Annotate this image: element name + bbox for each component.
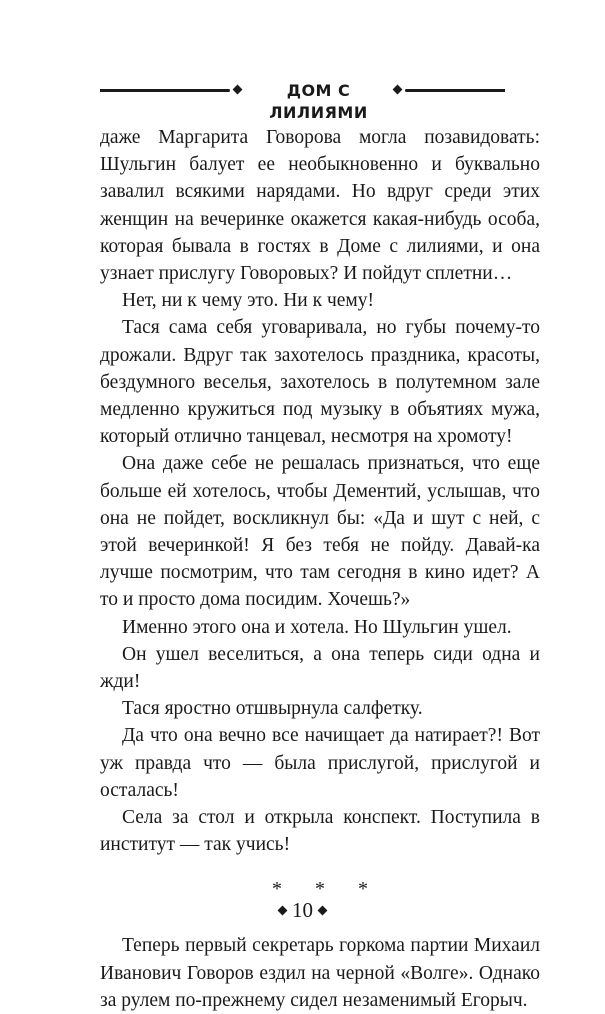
diamond-ornament-icon: [318, 905, 328, 915]
header-rule-left: [100, 89, 230, 92]
paragraph: Села за стол и открыла конспект. Поступила в институт — так учись!: [100, 807, 540, 856]
paragraph: Нет, ни к чему это. Ни к чему!: [122, 290, 374, 312]
paragraph: Тася сама себя уговаривала, но губы почему-то дрожали. Вдруг так захотелось праздника, красоты, бездумного веселья, захотелось в полутемном зале медленно кружиться под музыку в объятиях мужа, который отлично танцевал, несмотря на хромоту!: [100, 317, 540, 448]
page-number-footer: [0, 898, 605, 922]
header-rule-right: [405, 89, 505, 92]
body-text: [100, 124, 540, 1014]
paragraph: Да что она вечно все начищает да натирает?! Вот уж правда что — была прислугой, прислугой и осталась!: [100, 725, 540, 801]
diamond-ornament-icon: [278, 905, 288, 915]
paragraph: Теперь первый секретарь горкома партии Михаил Иванович Говоров ездил на черной «Волге». Однако за рулем по-прежнему сидел незаменимый Егорыч.: [100, 935, 540, 1011]
diamond-ornament-icon: [393, 85, 403, 95]
page-number: 10: [292, 898, 313, 922]
running-header-title: ДОМ С ЛИЛИЯМИ: [269, 81, 368, 122]
paragraph: даже Маргарита Говорова могла позавидовать: Шульгин балует ее необыкновенно и буквально завалил всякими нарядами. Но вдруг среди этих женщин на вечеринке окажется какая-нибудь особа, которая бывала в гостях в Доме с лилиями, и она узнает прислугу Говоровых? И пойдут сплетни…: [100, 127, 540, 285]
paragraph: Она даже себе не решалась признаться, что еще больше ей хотелось, чтобы Дементий, услышав, что она не пойдет, воскликнул бы: «Да и шут с ней, с этой вечеринкой! Я без тебя не пойду. Давай-ка лучше посмотрим, что там сегодня в кино идет? А то и просто дома посидим. Хочешь?»: [100, 453, 540, 611]
running-header: [100, 78, 505, 122]
paragraph: Он ушел веселиться, а она теперь сиди одна и жди!: [100, 643, 540, 693]
paragraph: Именно этого она и хотела. Но Шульгин ушел.: [122, 616, 512, 638]
paragraph: Тася яростно отшвырнула салфетку.: [122, 698, 423, 720]
section-separator: * * *: [272, 878, 382, 901]
diamond-ornament-icon: [233, 85, 243, 95]
